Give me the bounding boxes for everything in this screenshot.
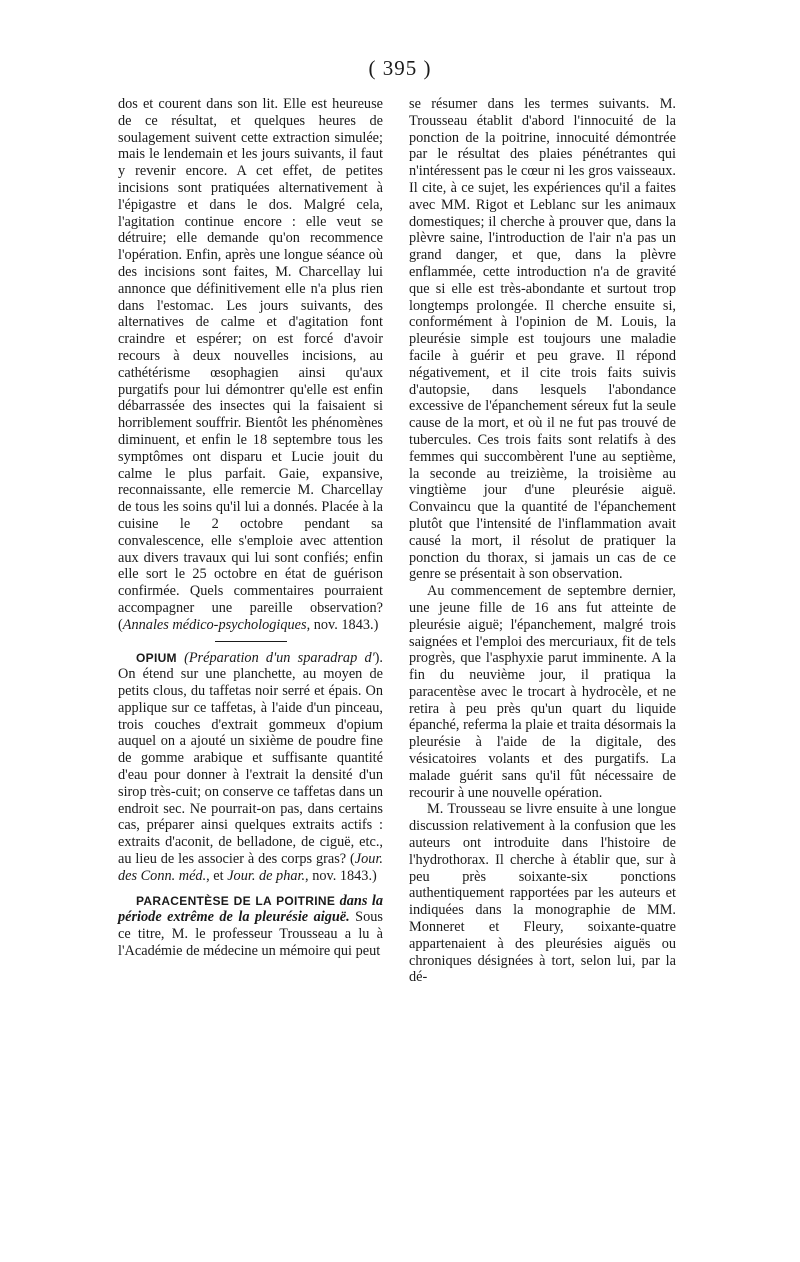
opium-article bbox=[118, 650, 383, 885]
citation-jour-phar: Jour. de phar. bbox=[227, 867, 306, 884]
citation-date: , nov. 1843.) bbox=[306, 616, 379, 633]
right-paragraph-2: Au commencement de septembre dernier, une jeune fille de 16 ans fut atteinte de pleurésie aiguë; l'épanchement, malgré trois saignées et l'emploi des mercuriaux, fit de tels progrès, que l'asphyxie parut imminente. A la fin du neuvième jour, il pratiqua la paracentèse avec le trocart à hydrocèle, et ne retira à peu près qu'un quart du liquide épanché, referma la plaie et traita désormais la pleurésie à l'aide de la digitale, des vésicatoires volants et des purgatifs. La malade guérit sans qu'il fût nécessaire de recourir à une nouvelle opération. bbox=[409, 583, 676, 801]
left-column bbox=[118, 96, 383, 960]
opium-body: ). On étend sur une planchette, au moyen de petits clous, du taffetas noir serré et épais. On applique sur ce taffetas, à l'aide d'un pinceau, trois couches d'extrait gommeux d'opium auquel on a ajouté un sixième de poudre fine de gomme arabique et suffisante quantité d'eau pour donner à l'extrait la densité d'un sirop très-cuit; on conserve ce taffetas dans un endroit sec. Ne pourrait-on pas, dans certains cas, préparer ainsi quelques extraits actifs : extraits d'aconit, de belladone, de ciguë, etc., au lieu de les associer à des corps gras? ( bbox=[118, 649, 383, 868]
continuation-text: dos et courent dans son lit. Elle est heureuse de ce résultat, et quelques heures de soulagement suivent cette extraction simulée; mais le lendemain et les jours suivants, il faut y revenir encore. A cet effet, de petites incisions sont pratiquées alternativement à l'épigastre et dans le dos. Malgré cela, l'agitation continue encore : elle veut se détruire; elle demande qu'on recommence l'opération. Enfin, après une longue séance où des incisions sont faites, M. Charcellay lui annonce que définitivement elle n'a plus rien dans l'estomac. Les jours suivants, des alternatives de calme et d'agitation font craindre et espérer; on est forcé d'avoir recours à deux nouvelles incisions, au cathétérisme œsophagien ainsi qu'aux purgatifs pour lui démontrer qu'elle est enfin débarrassée des insectes qui la faisaient si horriblement souffrir. Bientôt les phénomènes diminuent, et enfin le 18 septembre tous les symptômes ont disparu et Lucie jouit du calme le plus parfait. Gaie, expansive, reconnaissante, elle remercie M. Charcellay de tous les soins qu'il lui a donnés. Placée à la cuisine le 2 octobre pendant sa convalescence, elle s'emploie avec attention aux divers travaux qui lui sont confiés; enfin elle sort le 25 octobre en état de guérison confirmée. Quels commentaires pourraient accompagner une pareille observation? ( bbox=[118, 96, 383, 633]
opium-heading: OPIUM bbox=[136, 650, 177, 665]
right-column bbox=[409, 96, 676, 986]
opium-subtitle: (Préparation d'un sparadrap d' bbox=[184, 649, 375, 666]
page-number: ( 395 ) bbox=[368, 56, 432, 80]
citation-annales: Annales médico-psychologiques bbox=[122, 616, 307, 633]
paracentese-article bbox=[118, 893, 383, 960]
paracentese-body: Sous ce titre, M. le professeur Trousseau a lu à l'Académie de médecine un mémoire qui peut bbox=[118, 909, 383, 960]
citation-date: , nov. 1843.) bbox=[305, 867, 377, 884]
right-paragraph-1: se résumer dans les termes suivants. M. Trousseau établit d'abord l'innocuité de la ponction de la poitrine, innocuité démontrée par le résultat des plaies pénétrantes qui n'intéressent pas le cœur ni les gros vaisseaux. Il cite, à ce sujet, les expériences qu'il a faites avec MM. Rigot et Leblanc sur les animaux domestiques; il cherche à prouver que, dans la plèvre saine, l'introduction de l'air n'a pas un grand danger, et que, dans la plèvre enflammée, cette introduction n'a de gravité que si elle est très-abondante et surtout trop longtemps prolongée. Il cherche ensuite si, conformément à l'opinion de M. Louis, la pleurésie simple est toujours une maladie facile à guérir et peu grave. Il répond négativement, et il cite trois faits suivis d'autopsie, dans lesquels l'abondance excessive de l'épanchement séreux fut la seule cause de la mort, et où il ne fut pas trouvé de tubercules. Ces trois faits sont relatifs à des femmes qui succombèrent l'une au septième, la seconde au treizième, la troisième au vingtième jour d'une pleurésie aiguë. Convaincu que la quantité de l'épanchement plutôt que l'intensité de l'inflammation avait causé la mort, il résolut de pratiquer la ponction du thorax, si jamais un cas de ce genre se présentait à son observation. bbox=[409, 96, 676, 583]
paracentese-subtitle: dans la période extrême de la pleurésie aiguë. bbox=[118, 892, 384, 926]
citation-joiner: , et bbox=[206, 867, 228, 884]
right-paragraph-3: M. Trousseau se livre ensuite à une longue discussion relativement à la confusion que les auteurs ont introduite dans l'histoire de l'hydrothorax. Il cherche à établir que, sur à peu près soixante-six ponctions authentiquement rapportées par les auteurs et indiquées dans la monographie de MM. Monneret et Fleury, soixante-quatre appartenaient à des pleurésies aiguës ou chroniques désignées à tort, selon lui, par la dé- bbox=[409, 801, 676, 986]
citation-jour-conn: Jour. des Conn. méd. bbox=[118, 851, 383, 884]
paracentese-heading: PARACENTÈSE DE LA POITRINE bbox=[136, 893, 336, 908]
left-paragraph-continuation bbox=[118, 96, 383, 634]
section-divider bbox=[215, 641, 287, 642]
